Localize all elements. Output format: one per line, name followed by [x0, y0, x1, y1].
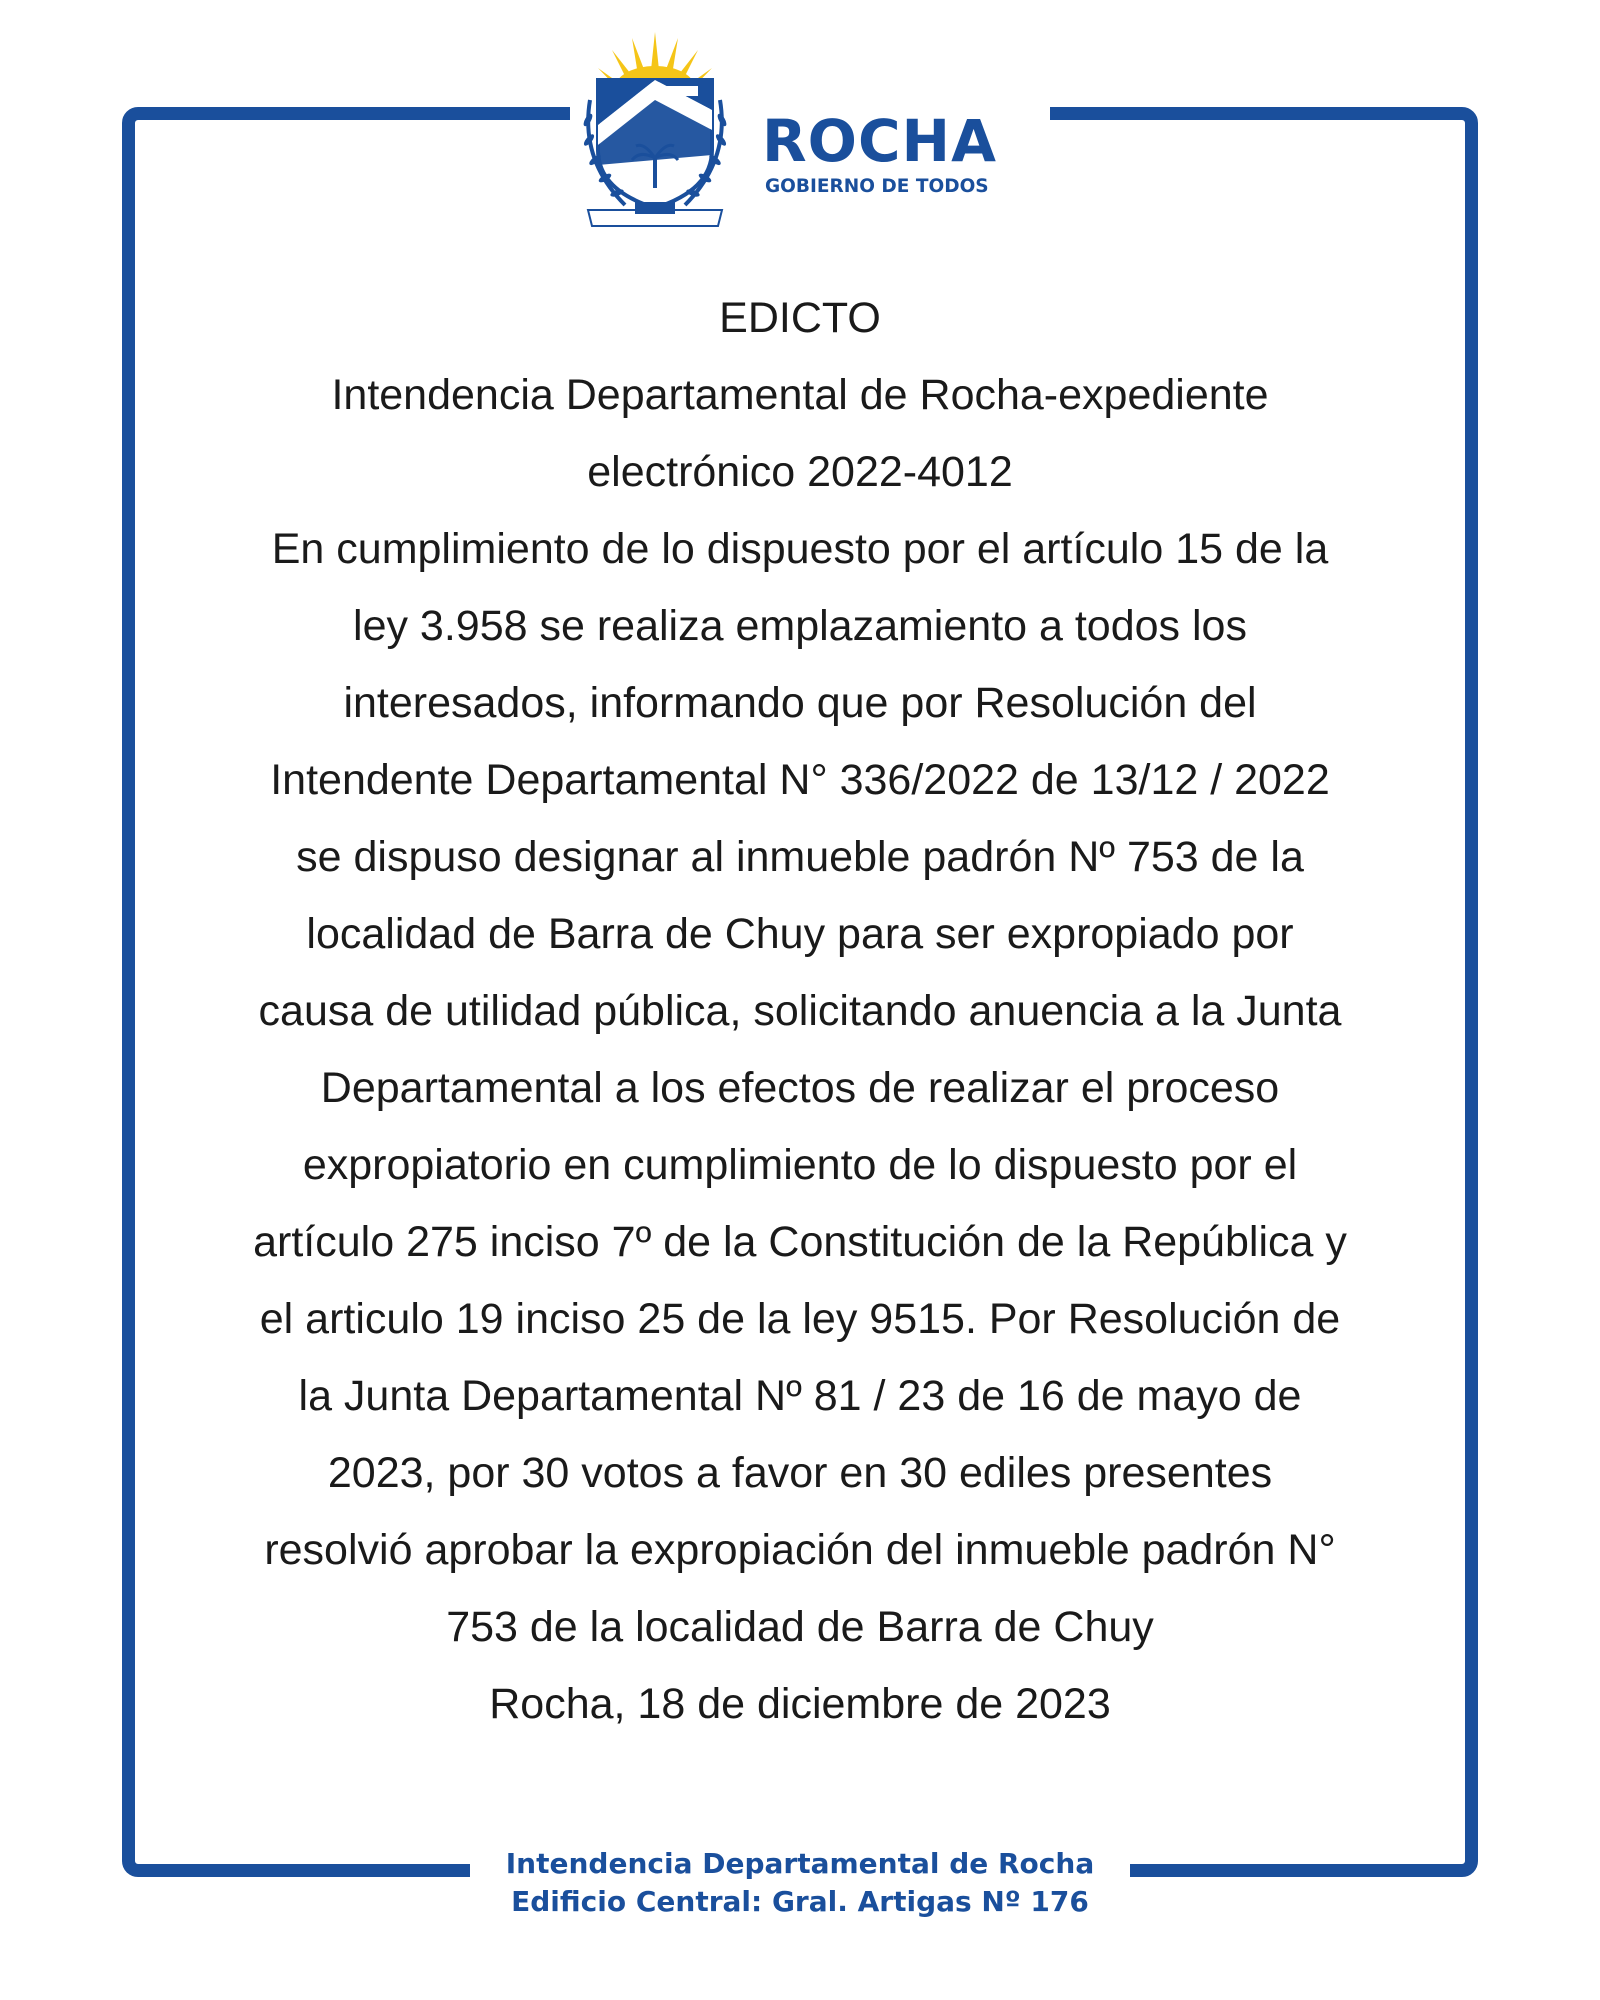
- edict-line: el articulo 19 inciso 25 de la ley 9515. Por Resolución de: [259, 1295, 1341, 1343]
- footer-address-line: Edificio Central: Gral. Artigas Nº 176: [511, 1885, 1089, 1918]
- edict-date: Rocha, 18 de diciembre de 2023: [489, 1680, 1111, 1728]
- edict-line: 2023, por 30 votos a favor en 30 ediles presentes: [327, 1449, 1273, 1497]
- edict-line: resolvió aprobar la expropiación del inmueble padrón N°: [264, 1526, 1336, 1574]
- footer-institution: Intendencia Departamental de Rocha: [505, 1847, 1095, 1880]
- header-logo: [570, 30, 1050, 240]
- edict-line: localidad de Barra de Chuy para ser expropiado por: [306, 910, 1294, 958]
- brand-name: ROCHA: [762, 107, 997, 175]
- footer-address: [470, 1845, 1130, 1920]
- brand-tagline: GOBIERNO DE TODOS: [765, 176, 989, 197]
- edict-line: causa de utilidad pública, solicitando anuencia a la Junta: [258, 987, 1342, 1035]
- edict-body: [150, 280, 1450, 1743]
- edict-line: expropiatorio en cumplimiento de lo dispuesto por el: [302, 1141, 1298, 1189]
- edict-title: EDICTO: [719, 294, 881, 342]
- edict-line: Intendente Departamental N° 336/2022 de 13/12 / 2022: [270, 756, 1330, 804]
- edict-line: interesados, informando que por Resolución del: [343, 679, 1257, 727]
- edict-line: ley 3.958 se realiza emplazamiento a todos los: [353, 602, 1247, 650]
- edict-line: En cumplimiento de lo dispuesto por el artículo 15 de la: [271, 525, 1329, 573]
- edict-line: Departamental a los efectos de realizar el proceso: [320, 1064, 1280, 1112]
- edict-line: electrónico 2022-4012: [587, 448, 1013, 496]
- edict-line: la Junta Departamental Nº 81 / 23 de 16 de mayo de: [298, 1372, 1302, 1420]
- edict-line: 753 de la localidad de Barra de Chuy: [446, 1603, 1154, 1651]
- edict-line: Intendencia Departamental de Rocha-expediente: [331, 371, 1269, 419]
- edict-line: artículo 275 inciso 7º de la Constitución de la República y: [253, 1218, 1347, 1266]
- rocha-crest-icon: [580, 30, 730, 240]
- edict-line: se dispuso designar al inmueble padrón Nº 753 de la: [296, 833, 1304, 881]
